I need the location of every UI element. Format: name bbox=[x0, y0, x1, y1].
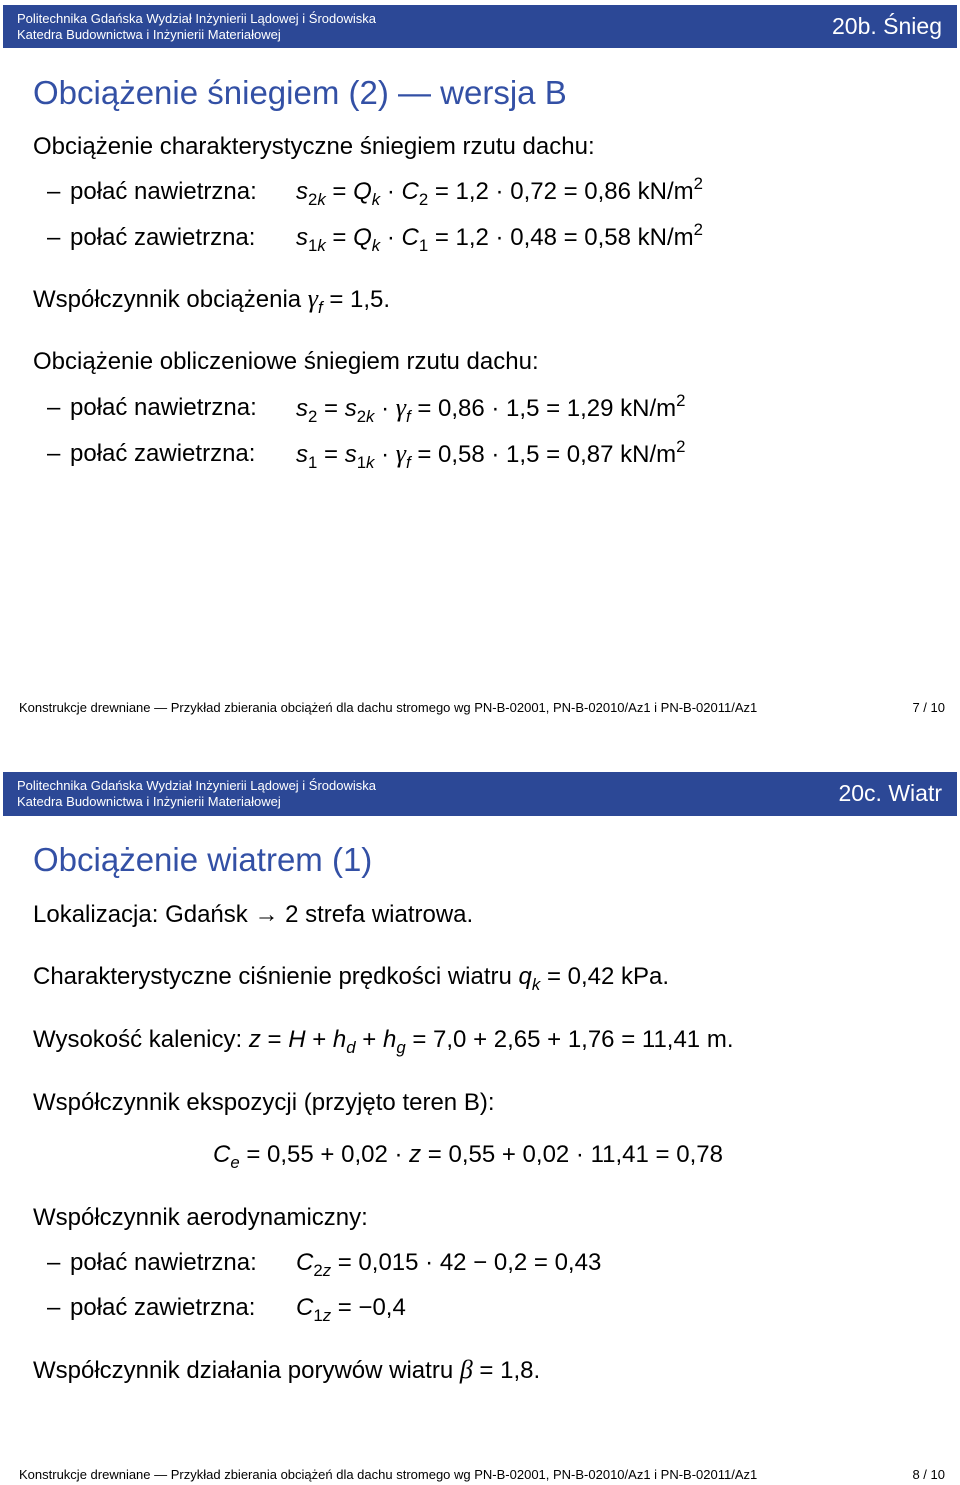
formula bbox=[296, 390, 686, 426]
formula-text: = 7,0 + 2,65 + 1,76 = 11,41 m. bbox=[405, 1026, 734, 1053]
formula-text: · bbox=[380, 178, 402, 205]
formula-variable: s bbox=[296, 224, 308, 251]
formula-greek-symbol: γ bbox=[395, 439, 406, 468]
formula-text: = 1,2 · 0,72 = 0,86 kN/m bbox=[428, 178, 694, 205]
formula-superscript: 2 bbox=[676, 436, 686, 456]
formula-subscript-variable: k bbox=[366, 406, 375, 426]
header-institution: Politechnika Gdańska Wydział Inżynierii Lądowej i Środowiska bbox=[17, 778, 376, 793]
slide-title: Obciążenie wiatrem (1) bbox=[33, 841, 373, 878]
formula-variable: Q bbox=[353, 178, 372, 205]
formula bbox=[296, 219, 703, 255]
formula bbox=[296, 1293, 406, 1323]
bullet-label: – połać nawietrzna: bbox=[70, 1249, 257, 1276]
formula-variable: C bbox=[296, 1249, 314, 1276]
formula-variable: H bbox=[288, 1026, 306, 1053]
page-number: 8 / 10 bbox=[912, 1467, 945, 1482]
formula-subscript-variable: k bbox=[317, 189, 326, 209]
formula-text: = 0,86 · 1,5 = 1,29 kN/m bbox=[410, 395, 677, 422]
formula-text: = −0,4 bbox=[331, 1294, 406, 1321]
formula-subscript-variable: k bbox=[317, 235, 326, 255]
bullet-label: – połać zawietrzna: bbox=[70, 1294, 256, 1321]
formula-variable: h bbox=[332, 1026, 347, 1053]
formula-variable: C bbox=[401, 178, 419, 205]
bullet-label: – połać zawietrzna: bbox=[70, 440, 256, 467]
header-section: 20b. Śnieg bbox=[832, 13, 942, 39]
formula-subscript-variable: f bbox=[405, 452, 411, 472]
formula-variable: h bbox=[382, 1026, 397, 1053]
formula-text: = 0,015 · 42 − 0,2 = 0,43 bbox=[331, 1249, 602, 1276]
formula-subscript: 2 bbox=[313, 1260, 323, 1280]
formula-variable: C bbox=[213, 1141, 231, 1168]
bullet-item bbox=[47, 219, 927, 255]
formula-subscript: 2 bbox=[418, 189, 429, 209]
formula-variable: s bbox=[296, 178, 308, 205]
formula-superscript: 2 bbox=[693, 173, 703, 193]
formula-text: = bbox=[260, 1026, 289, 1053]
bullet-item bbox=[47, 1248, 927, 1278]
formula-text: Charakterystyczne ciśnienie prędkości wiatru bbox=[33, 963, 519, 990]
formula-subscript-variable: f bbox=[405, 406, 411, 426]
text-line bbox=[33, 1025, 733, 1055]
formula-subscript-variable: z bbox=[322, 1305, 332, 1325]
bullet-label: – połać nawietrzna: bbox=[70, 178, 257, 205]
formula-greek-symbol: γ bbox=[307, 284, 319, 313]
formula-variable: C bbox=[401, 224, 419, 251]
formula-greek-symbol: γ bbox=[395, 393, 406, 422]
formula-text: = bbox=[317, 395, 345, 422]
formula-subscript-variable: k bbox=[366, 452, 375, 472]
formula-superscript: 2 bbox=[693, 219, 703, 239]
formula-text: Współczynnik działania porywów wiatru bbox=[33, 1357, 460, 1384]
formula-text: Współczynnik obciążenia bbox=[33, 286, 308, 313]
formula-subscript: 1 bbox=[418, 235, 429, 255]
bullet-item bbox=[47, 1293, 927, 1323]
display-formula bbox=[213, 1140, 723, 1170]
formula-subscript: 1 bbox=[308, 452, 318, 472]
formula-text: = bbox=[325, 224, 354, 251]
formula-subscript: 2 bbox=[356, 406, 367, 426]
formula-text: Współczynnik aerodynamiczny: bbox=[33, 1204, 368, 1231]
formula-subscript-variable: g bbox=[396, 1037, 406, 1057]
formula-text: Obciążenie charakterystyczne śniegiem rzutu dachu: bbox=[33, 133, 595, 160]
formula-variable: s bbox=[344, 441, 357, 468]
formula-text: · bbox=[374, 395, 396, 422]
bullet-item bbox=[47, 436, 927, 472]
page-number: 7 / 10 bbox=[912, 700, 945, 715]
formula bbox=[296, 173, 703, 209]
formula-variable: Q bbox=[353, 224, 372, 251]
formula-text: = 1,8. bbox=[472, 1357, 541, 1384]
formula-variable: z bbox=[248, 1026, 261, 1053]
text-line bbox=[33, 900, 473, 930]
formula-text: Obciążenie obliczeniowe śniegiem rzutu dachu: bbox=[33, 348, 539, 375]
text-line bbox=[33, 284, 391, 317]
formula bbox=[296, 1248, 601, 1278]
formula-greek-symbol: β bbox=[459, 1355, 473, 1384]
formula-text: Lokalizacja: Gdańsk → 2 strefa wiatrowa. bbox=[33, 901, 474, 928]
formula-text: = 0,55 + 0,02 · bbox=[239, 1141, 410, 1168]
formula-subscript: 1 bbox=[308, 235, 318, 255]
formula-variable: s bbox=[296, 395, 308, 422]
formula bbox=[296, 436, 686, 472]
formula-subscript-variable: k bbox=[371, 235, 381, 255]
formula-subscript-variable: e bbox=[230, 1152, 240, 1172]
formula-subscript-variable: z bbox=[322, 1260, 332, 1280]
formula-text: = 0,42 kPa. bbox=[540, 963, 670, 990]
text-line bbox=[33, 1088, 494, 1118]
slide-wind-load bbox=[0, 767, 960, 1485]
formula-subscript-variable: f bbox=[318, 297, 323, 317]
formula-subscript-variable: k bbox=[531, 974, 541, 994]
bullet-item bbox=[47, 390, 927, 426]
bullet-item bbox=[47, 173, 927, 209]
header-department: Katedra Budownictwa i Inżynierii Materiałowej bbox=[17, 27, 281, 42]
footer-text: Konstrukcje drewniane — Przykład zbierania obciążeń dla dachu stromego wg PN-B-02001, PN-B-02010/Az1 i PN-B-02011/Az1 bbox=[19, 1467, 758, 1482]
formula-subscript-variable: k bbox=[371, 189, 381, 209]
formula-text: = 0,58 · 1,5 = 0,87 kN/m bbox=[410, 441, 677, 468]
formula-variable: C bbox=[296, 1294, 314, 1321]
formula-subscript: 1 bbox=[313, 1305, 323, 1325]
formula-subscript: 1 bbox=[356, 452, 367, 472]
formula-text: · bbox=[380, 224, 402, 251]
header-section: 20c. Wiatr bbox=[838, 780, 942, 806]
text-line bbox=[33, 962, 669, 992]
formula-variable: s bbox=[296, 441, 308, 468]
header-bar bbox=[3, 5, 957, 48]
text-line bbox=[33, 1203, 368, 1233]
formula-subscript-variable: d bbox=[346, 1037, 356, 1057]
formula-text: = 1,5. bbox=[322, 286, 391, 313]
formula-text: · bbox=[374, 441, 396, 468]
formula-text: = 0,55 + 0,02 · 11,41 = 0,78 bbox=[421, 1141, 723, 1168]
formula-text: Wysokość kalenicy: bbox=[33, 1026, 249, 1053]
footer-text: Konstrukcje drewniane — Przykład zbierania obciążeń dla dachu stromego wg PN-B-02001, PN-B-02010/Az1 i PN-B-02011/Az1 bbox=[19, 700, 758, 715]
header-institution: Politechnika Gdańska Wydział Inżynierii Lądowej i Środowiska bbox=[17, 11, 376, 26]
formula-text: = 1,2 · 0,48 = 0,58 kN/m bbox=[428, 224, 694, 251]
formula-variable: s bbox=[344, 395, 357, 422]
formula-text: + bbox=[355, 1026, 383, 1053]
text-line bbox=[33, 1355, 540, 1385]
formula-subscript: 2 bbox=[308, 406, 318, 426]
text-line bbox=[33, 347, 539, 377]
header-department: Katedra Budownictwa i Inżynierii Materiałowej bbox=[17, 794, 281, 809]
formula-subscript: 2 bbox=[308, 189, 318, 209]
formula-variable: z bbox=[409, 1141, 422, 1168]
formula-text: + bbox=[305, 1026, 333, 1053]
formula-superscript: 2 bbox=[676, 390, 686, 410]
slide-title: Obciążenie śniegiem (2) — wersja B bbox=[33, 74, 567, 111]
formula-text: = bbox=[317, 441, 345, 468]
bullet-label: – połać nawietrzna: bbox=[70, 394, 257, 421]
text-line bbox=[33, 132, 595, 162]
header-bar bbox=[3, 772, 957, 816]
formula-text: Współczynnik ekspozycji (przyjęto teren B): bbox=[33, 1089, 495, 1116]
bullet-label: – połać zawietrzna: bbox=[70, 224, 256, 251]
formula-variable: q bbox=[518, 963, 532, 990]
formula-text: = bbox=[325, 178, 354, 205]
